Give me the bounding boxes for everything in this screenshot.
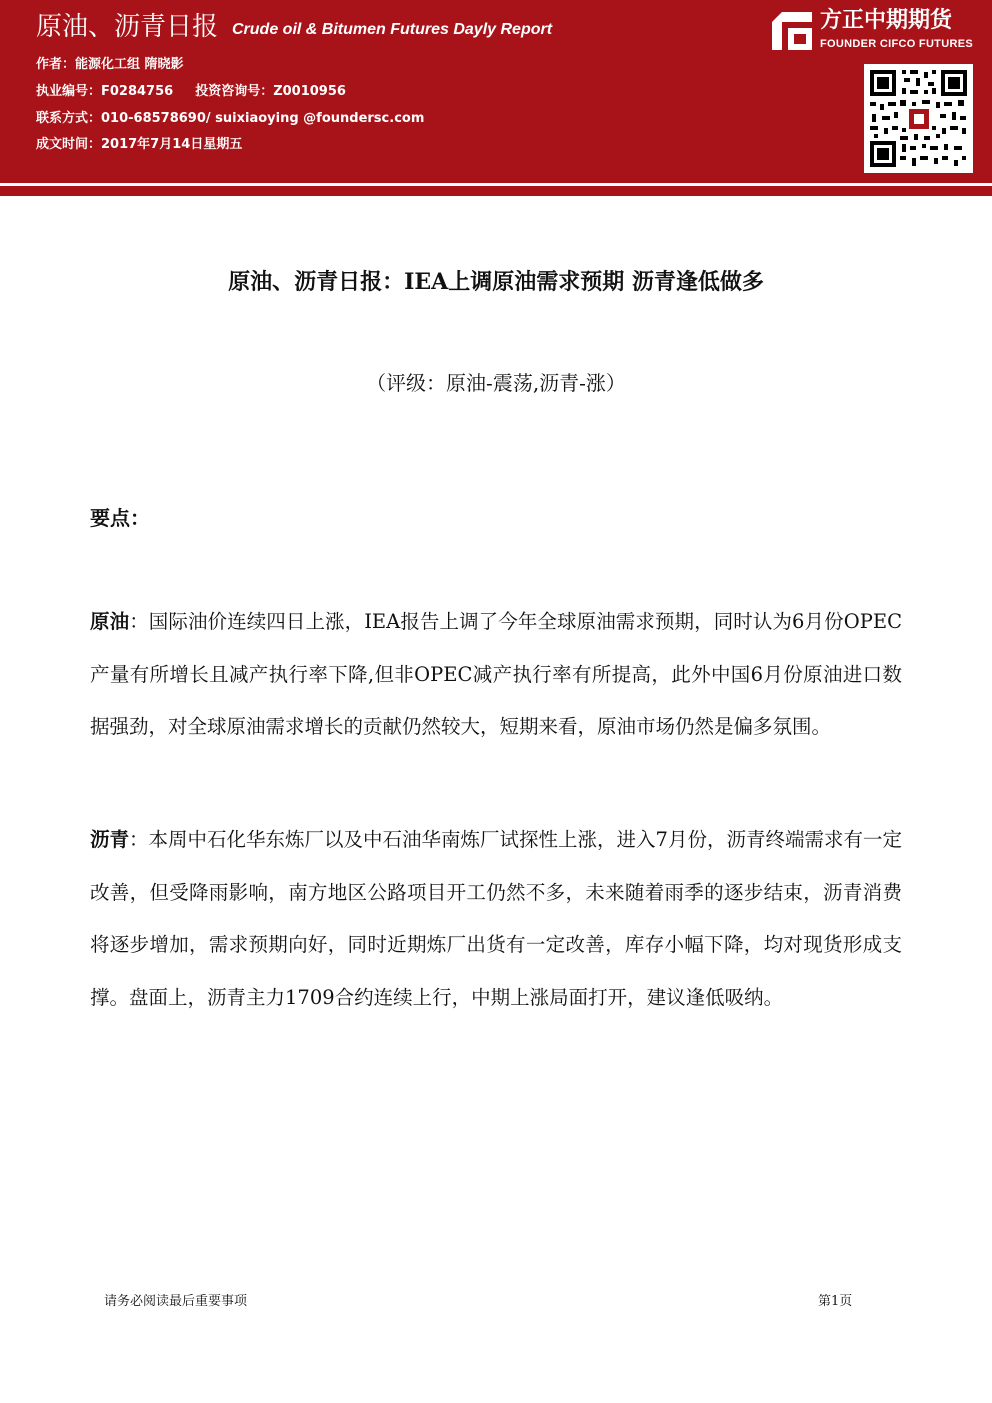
bitumen-label: 沥青 <box>90 828 130 851</box>
bitumen-text: ：本周中石化华东炼厂以及中石油华南炼厂试探性上涨，进入7月份，沥青终端需求有一定改善，但受降雨影响，南方地区公路项目开工仍然不多，未来随着雨季的逐步结束，沥青消费将逐步增加，需求预期向好，同时近期炼厂出货有一定改善，库存小幅下降，均对现货形成支撑。盘面上，沥青主力1709合约连续上行，中期上涨局面打开，建议逢低吸纳。 <box>90 828 902 1009</box>
section-heading: 要点： <box>90 506 150 530</box>
qr-code-icon <box>864 64 973 173</box>
crude-oil-label: 原油 <box>90 610 130 633</box>
rating: （评级：原油-震荡,沥青-涨） <box>366 371 626 395</box>
bitumen-paragraph <box>90 814 902 1024</box>
report-title: 原油、沥青日报 <box>36 12 219 42</box>
report-title-en: Crude oil & Bitumen Futures Dayly Report <box>232 21 553 38</box>
registration-line <box>36 83 346 101</box>
footer-notice: 请务必阅读最后重要事项 <box>104 1294 248 1309</box>
header-banner <box>0 0 992 183</box>
brand-name: 方正中期期货 <box>820 8 953 33</box>
crude-oil-paragraph <box>90 596 902 754</box>
document-title: 原油、沥青日报：IEA上调原油需求预期 沥青逢低做多 <box>228 269 764 295</box>
advisory-number: 投资咨询号：Z0010956 <box>195 84 346 99</box>
header-rule <box>0 186 992 196</box>
founder-logo-icon <box>772 12 812 50</box>
brand-name-en: FOUNDER CIFCO FUTURES <box>820 38 973 50</box>
contact-line: 联系方式：010-68578690/ suixiaoying @foundersc.com <box>36 111 425 126</box>
author-line: 作者：能源化工组 隋晓影 <box>36 57 184 72</box>
crude-oil-text: ：国际油价连续四日上涨，IEA报告上调了今年全球原油需求预期，同时认为6月份OPEC产量有所增长且减产执行率下降,但非OPEC减产执行率有所提高，此外中国6月份原油进口数据强劲，对全球原油需求增长的贡献仍然较大，短期来看，原油市场仍然是偏多氛围。 <box>90 610 902 738</box>
license-number: 执业编号：F0284756 <box>36 84 174 99</box>
page-number: 第1页 <box>818 1294 853 1309</box>
date-line: 成文时间：2017年7月14日星期五 <box>36 137 243 152</box>
